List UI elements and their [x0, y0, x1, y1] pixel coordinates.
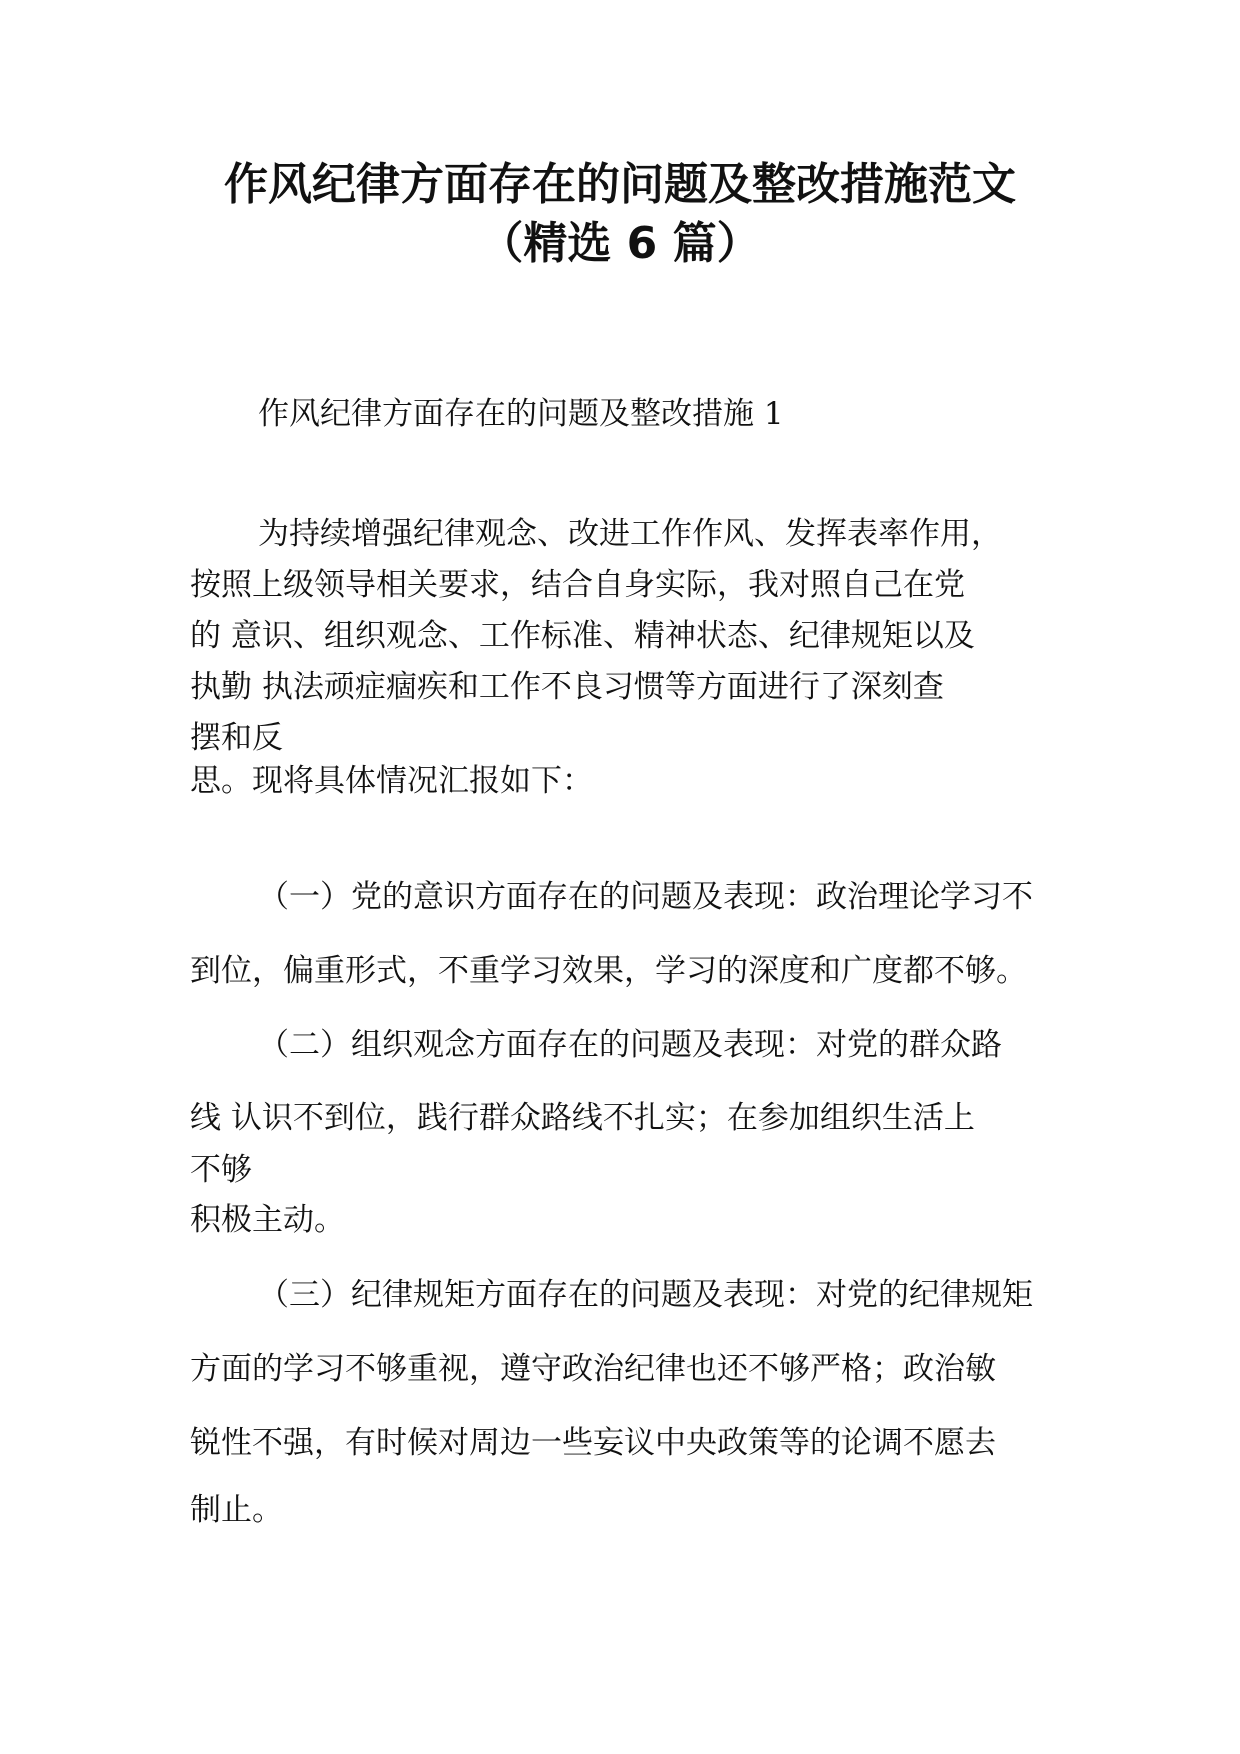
- document-title-line-2: （精选 6 篇）: [479, 218, 761, 269]
- item1-line-1: （一）党的意识方面存在的问题及表现：政治理论学习不: [258, 879, 1033, 915]
- item3-line-1: （三）纪律规矩方面存在的问题及表现：对党的纪律规矩: [258, 1277, 1033, 1313]
- item3-line-2: 方面的学习不够重视，遵守政治纪律也还不够严格；政治敏: [190, 1351, 996, 1387]
- intro-line-4: 执勤 执法顽症痼疾和工作不良习惯等方面进行了深刻查: [190, 669, 944, 705]
- item2-line-3: 不够: [190, 1152, 252, 1188]
- item2-line-4: 积极主动。: [190, 1202, 345, 1238]
- intro-line-3: 的 意识、组织观念、工作标准、精神状态、纪律规矩以及: [190, 618, 975, 654]
- intro-line-1: 为持续增强纪律观念、改进工作作风、发挥表率作用，: [258, 516, 1002, 552]
- intro-line-2: 按照上级领导相关要求，结合自身实际，我对照自己在党: [190, 567, 965, 603]
- section-heading: 作风纪律方面存在的问题及整改措施 1: [258, 396, 784, 432]
- item3-line-4: 制止。: [190, 1492, 283, 1528]
- item3-line-3: 锐性不强，有时候对周边一些妄议中央政策等的论调不愿去: [190, 1425, 996, 1461]
- document-title-line-1: 作风纪律方面存在的问题及整改措施范文: [224, 159, 1016, 210]
- item2-line-2: 线 认识不到位，践行群众路线不扎实；在参加组织生活上: [190, 1100, 975, 1136]
- intro-line-5: 摆和反: [190, 720, 283, 756]
- intro-line-6: 思。现将具体情况汇报如下：: [190, 763, 593, 799]
- item2-line-1: （二）组织观念方面存在的问题及表现：对党的群众路: [258, 1027, 1002, 1063]
- item1-line-2: 到位，偏重形式，不重学习效果，学习的深度和广度都不够。: [190, 953, 1027, 989]
